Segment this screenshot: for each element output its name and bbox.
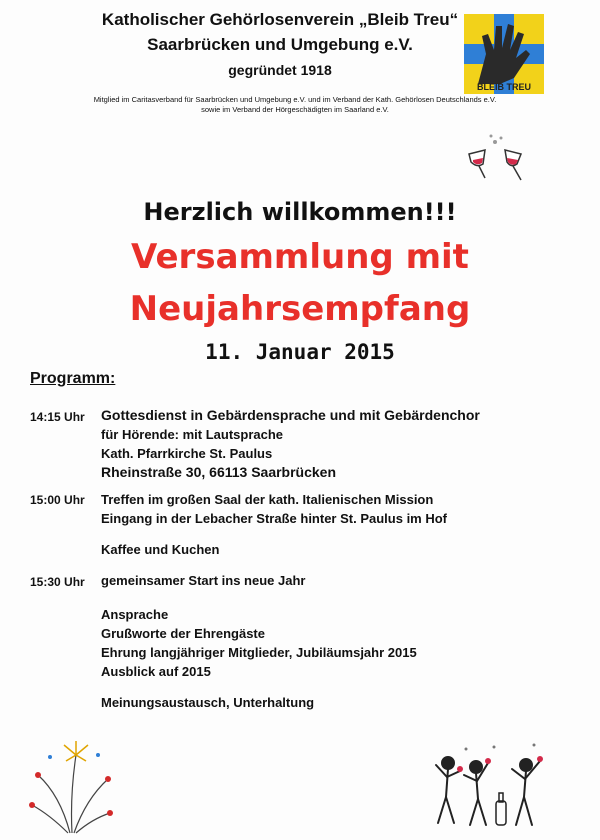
program-time-2: 15:00 Uhr: [30, 493, 85, 507]
club-name: Katholischer Gehörlosenverein „Bleib Treu“: [101, 10, 459, 29]
program-sub-item: Ausblick auf 2015: [101, 664, 211, 679]
founded-text: gegründet 1918: [228, 62, 332, 78]
membership-line-1: Mitglied im Caritasverband für Saarbrücken und Umgebung e.V. und im Verband der Kath. Gehörlosen Deutschlands e.V.: [93, 95, 497, 104]
program-sub-item: Ansprache: [101, 607, 169, 622]
program-item-3: gemeinsamer Start ins neue Jahr: [101, 573, 306, 588]
program-line: Eingang in der Lebacher Straße hinter St. Paulus im Hof: [101, 511, 448, 526]
event-date: 11. Januar 2015: [205, 340, 395, 364]
program-extra: Kaffee und Kuchen: [101, 542, 220, 557]
event-title-line-1: Versammlung mit: [131, 237, 469, 277]
program-sub-item: Ehrung langjähriger Mitglieder, Jubiläumsjahr 2015: [101, 645, 417, 660]
membership-note: [0, 95, 590, 115]
event-title-line-2: Neujahrsempfang: [129, 289, 471, 329]
program-line: Rheinstraße 30, 66113 Saarbrücken: [101, 464, 337, 480]
toast-glasses-icon: [455, 130, 535, 190]
program-sub-item: Grußworte der Ehrengäste: [101, 626, 265, 641]
program-closing: Meinungsaustausch, Unterhaltung: [101, 695, 315, 710]
party-people-icon: [430, 735, 550, 830]
program-line: für Hörende: mit Lautsprache: [101, 427, 284, 442]
program-time-1: 14:15 Uhr: [30, 410, 85, 424]
program-line: Treffen im großen Saal der kath. Italienischen Mission: [101, 492, 434, 507]
program-time-3: 15:30 Uhr: [30, 575, 85, 589]
program-item-2: [101, 490, 447, 528]
program-line: Gottesdienst in Gebärdensprache und mit Gebärdenchor: [101, 407, 480, 423]
club-location: Saarbrücken und Umgebung e.V.: [147, 35, 413, 54]
program-sub-list: [101, 605, 417, 681]
program-line: Kath. Pfarrkirche St. Paulus: [101, 446, 273, 461]
welcome-heading: Herzlich willkommen!!!: [143, 198, 457, 226]
program-item-1: [101, 406, 480, 482]
club-logo: [464, 14, 544, 94]
fireworks-icon: [20, 735, 120, 835]
program-heading: Programm:: [30, 370, 116, 387]
logo-text: BLEIB TREU: [477, 82, 531, 92]
membership-line-2: sowie im Verband der Hörgeschädigten im Saarland e.V.: [201, 105, 389, 114]
